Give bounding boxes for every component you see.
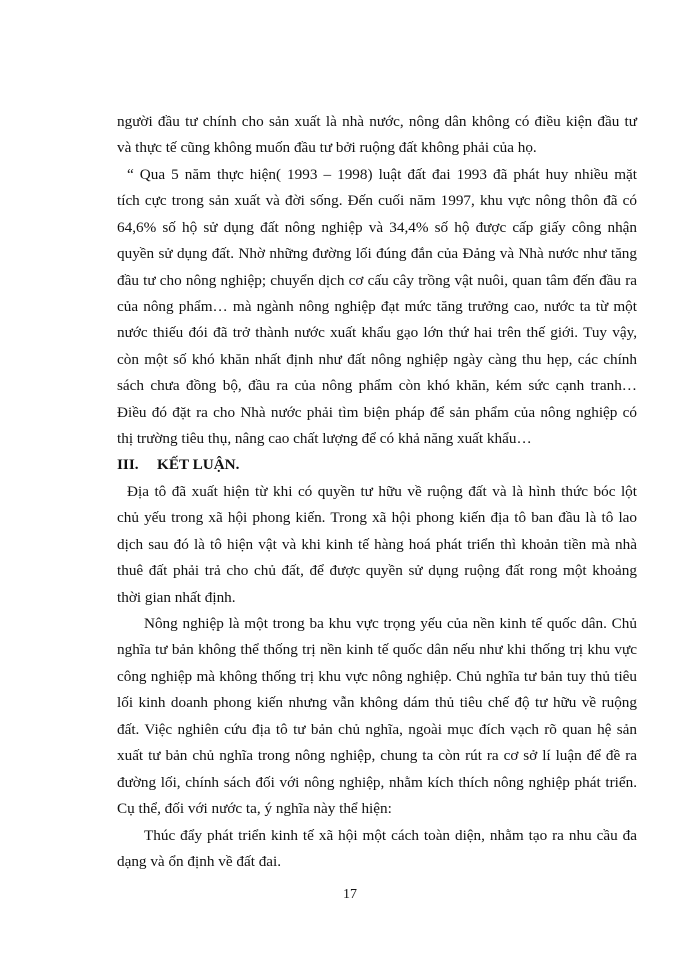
paragraph-2-line-5: đầu tư cho nông nghiệp; chuyển dịch cơ cấu cây trồng vật nuôi, quan tâm đến đầu ra — [117, 272, 637, 289]
paragraph-3-line-5: thời gian nhất định. — [117, 589, 236, 606]
paragraph-3-line-4: thuê đất phải trả cho chủ đất, để được quyền sử dụng ruộng đất rong một khoảng — [117, 562, 637, 579]
paragraph-4-line-3: công nghiệp mà không thống trị khu vực nông nghiệp. Chủ nghĩa tư bản tuy thủ tiêu — [117, 668, 637, 685]
paragraph-2-line-3: 64,6% số hộ sử dụng đất nông nghiệp và 34,4% số hộ được cấp giấy công nhận — [117, 219, 637, 236]
paragraph-4-line-4: lối kinh doanh phong kiến nhưng vẫn không dám thủ tiêu chế độ tư hữu về ruộng — [117, 694, 637, 711]
section-heading — [117, 455, 239, 475]
paragraph-3-line-2: chủ yếu trong xã hội phong kiến. Trong xã hội phong kiến địa tô ban đầu là tô lao — [117, 509, 637, 526]
page-number: 17 — [343, 887, 357, 902]
paragraph-5-line-1: Thúc đẩy phát triển kinh tế xã hội một cách toàn diện, nhằm tạo ra nhu cầu đa — [144, 827, 637, 844]
paragraph-2-line-7: nước thiếu đói đã trở thành nước xuất khẩu gạo lớn thứ hai trên thế giới. Tuy vậy, — [117, 324, 637, 341]
paragraph-4-line-2: nghĩa tư bản không thể thống trị nền kinh tế quốc dân nếu như khi thống trị khu vực — [117, 641, 637, 658]
paragraph-4-line-8: Cụ thể, đối với nước ta, ý nghĩa này thể hiện: — [117, 800, 392, 817]
paragraph-2-line-4: quyền sử dụng đất. Nhờ những đường lối đúng đắn của Đảng và Nhà nước như tăng — [117, 245, 637, 262]
paragraph-4-line-5: đất. Việc nghiên cứu địa tô tư bản chủ nghĩa, ngoài mục đích vạch rõ quan hệ sản — [117, 721, 637, 738]
section-heading-title: KẾT LUẬN. — [157, 456, 240, 473]
paragraph-2-line-6: của nông phẩm… mà ngành nông nghiệp đạt mức tăng trưởng cao, nước ta từ một — [117, 298, 637, 315]
paragraph-2-line-1: “ Qua 5 năm thực hiện( 1993 – 1998) luật đất đai 1993 đã phát huy nhiều mặt — [127, 166, 637, 183]
paragraph-3-line-1: Địa tô đã xuất hiện từ khi có quyền tư hữu về ruộng đất và là hình thức bóc lột — [127, 483, 637, 500]
paragraph-2-line-9: sách chưa đồng bộ, đầu ra của nông phẩm còn khó khăn, kém sức cạnh tranh… — [117, 377, 637, 394]
paragraph-5-line-2: dạng và ổn định về đất đai. — [117, 853, 282, 870]
paragraph-1-line-2: và thực tế cũng không muốn đầu tư bởi ruộng đất không phải của họ. — [117, 139, 537, 156]
paragraph-2-line-10: Điều đó đặt ra cho Nhà nước phải tìm biện pháp để sản phẩm của nông nghiệp có — [117, 404, 637, 421]
paragraph-2-line-2: tích cực trong sản xuất và đời sống. Đến cuối năm 1997, khu vực nông thôn đã có — [117, 192, 637, 209]
paragraph-2-line-11: thị trường tiêu thụ, nâng cao chất lượng để có khả năng xuất khẩu… — [117, 430, 532, 447]
paragraph-2-line-8: còn một số khó khăn nhất định như đất nông nghiệp ngày càng thu hẹp, các chính — [117, 351, 637, 368]
paragraph-1-line-1: người đầu tư chính cho sản xuất là nhà nước, nông dân không có điều kiện đầu tư — [117, 113, 637, 130]
section-heading-number: III. — [117, 456, 139, 473]
paragraph-4-line-7: đường lối, chính sách đối với nông nghiệp, nhằm kích thích nông nghiệp phát triển. — [117, 774, 637, 791]
paragraph-3-line-3: dịch sau đó là tô hiện vật và khi kinh tế hàng hoá phát triển thì khoản tiền mà nhà — [117, 536, 637, 553]
paragraph-4-line-6: xuất tư bản chủ nghĩa trong nông nghiệp, chung ta còn rút ra cơ sở lí luận để đề ra — [117, 747, 637, 764]
paragraph-4-line-1: Nông nghiệp là một trong ba khu vực trọng yếu của nền kinh tế quốc dân. Chủ — [144, 615, 637, 632]
